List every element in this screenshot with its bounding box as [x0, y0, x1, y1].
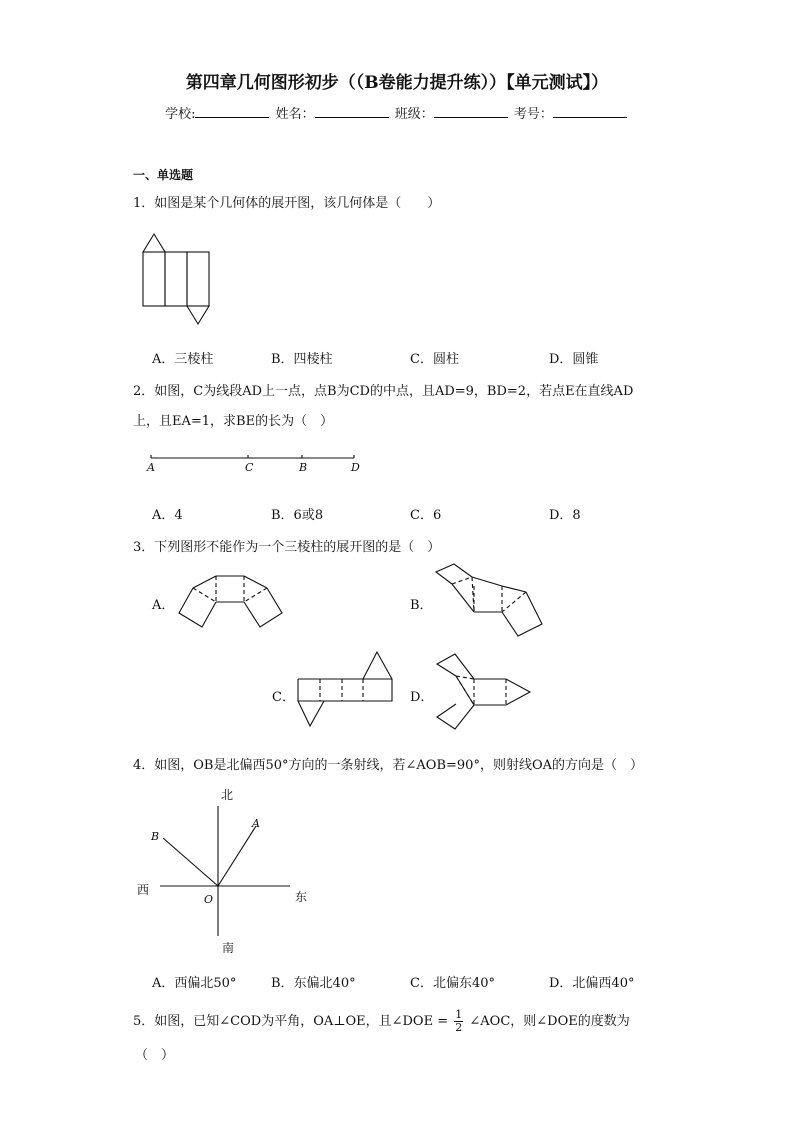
school-blank[interactable] — [195, 105, 269, 118]
class-label: 班级： — [394, 107, 434, 122]
q4-point-b: B — [151, 830, 160, 843]
school-label: 学校: — [165, 107, 196, 122]
q4-option-a[interactable]: A．西偏北50° — [152, 976, 237, 991]
q4-direction-figure — [135, 786, 315, 956]
q2-stem-line2: 上，且EA=1，求BE的长为（ ） — [133, 414, 334, 429]
q3-figure-d[interactable] — [434, 651, 534, 733]
q2-point-c: C — [245, 461, 254, 474]
q3-label-c[interactable]: C． — [272, 690, 295, 705]
q1-net-figure — [140, 232, 220, 327]
q5-stem-post: ∠AOC，则∠DOE的度数为 — [469, 1014, 630, 1029]
class-blank[interactable] — [434, 105, 508, 118]
q3-label-b[interactable]: B． — [410, 598, 433, 613]
q3-figure-b[interactable] — [434, 562, 546, 640]
q4-point-a: A — [252, 817, 260, 830]
q4-stem: 4．如图，OB是北偏西50°方向的一条射线，若∠AOB=90°，则射线OA的方向是（ ） — [133, 758, 643, 773]
q3-label-a[interactable]: A． — [152, 598, 175, 613]
q2-stem-line1: 2．如图，C为线段AD上一点，点B为CD的中点，且AD=9，BD=2，若点E在直线AD — [133, 384, 634, 399]
q2-option-d[interactable]: D．8 — [549, 508, 581, 523]
q2-option-a[interactable]: A．4 — [152, 508, 183, 523]
student-info-line — [0, 103, 794, 122]
q5-fraction — [454, 1009, 463, 1034]
q4-east-label: 东 — [295, 890, 308, 904]
q4-option-b[interactable]: B．东偏北40° — [271, 976, 356, 991]
id-blank[interactable] — [553, 105, 627, 118]
q5-stem-line1 — [133, 1009, 630, 1034]
q2-option-c[interactable]: C．6 — [410, 508, 442, 523]
name-label: 姓名： — [275, 107, 315, 122]
q5-fraction-denominator: 2 — [455, 1021, 463, 1034]
id-label: 考号： — [513, 107, 553, 122]
q4-north-label: 北 — [221, 788, 234, 802]
q1-option-b[interactable]: B．四棱柱 — [271, 352, 333, 367]
q4-west-label: 西 — [137, 883, 150, 897]
q1-option-a[interactable]: A．三棱柱 — [152, 352, 214, 367]
q2-point-b: B — [299, 461, 308, 474]
q2-point-a: A — [147, 461, 155, 474]
q5-stem-line2: （ ） — [135, 1048, 175, 1063]
q3-figure-a[interactable] — [176, 573, 288, 631]
q3-stem: 3．下列图形不能作为一个三棱柱的展开图的是（ ） — [133, 540, 441, 555]
q5-stem-pre: 5．如图，已知∠COD为平角，OA⊥OE，且∠DOE = — [133, 1014, 449, 1029]
q3-label-d[interactable]: D． — [410, 690, 434, 705]
q5-fraction-numerator: 1 — [455, 1008, 463, 1021]
q2-option-b[interactable]: B．6或8 — [271, 508, 324, 523]
q1-option-c[interactable]: C．圆柱 — [410, 352, 459, 367]
q4-point-o: O — [204, 893, 214, 906]
q4-option-d[interactable]: D．北偏西40° — [549, 976, 635, 991]
q4-option-c[interactable]: C．北偏东40° — [410, 976, 495, 991]
q2-point-d: D — [351, 461, 360, 474]
q1-option-d[interactable]: D．圆锥 — [549, 352, 599, 367]
section-heading: 一、单选题 — [133, 168, 194, 182]
q4-south-label: 南 — [222, 941, 235, 955]
page-title: 第四章几何图形初步（（B卷能力提升练））【单元测试】） — [185, 73, 609, 93]
q3-figure-c[interactable] — [296, 649, 396, 739]
name-blank[interactable] — [315, 105, 389, 118]
q2-segment-figure — [145, 452, 365, 477]
q1-stem: 1．如图是某个几何体的展开图，该几何体是（ ） — [133, 196, 441, 211]
